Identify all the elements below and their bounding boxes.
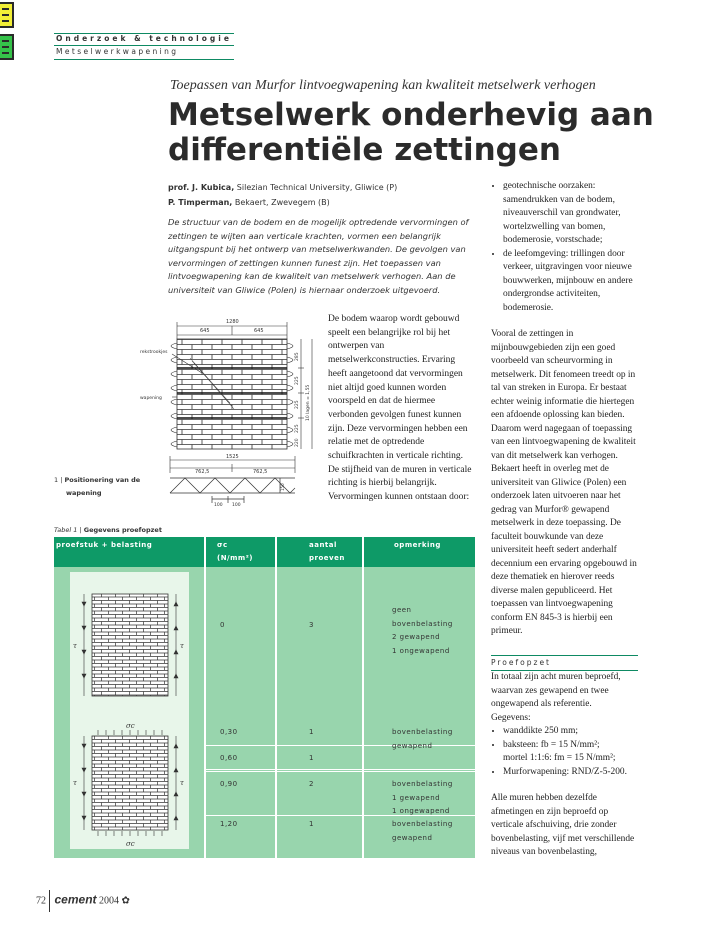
- row3-count: 1: [309, 754, 314, 762]
- row1-remark-line1: geen bovenbelasting: [392, 606, 453, 628]
- header-aantal-line1: aantal: [309, 541, 337, 549]
- panel1-tau-right: τ: [180, 642, 184, 650]
- label-wapening: wapening: [140, 396, 162, 401]
- dim-762-left: 762,5: [195, 469, 210, 475]
- spec-brick: • baksteen: fb = 15 N/mm²;: [503, 739, 641, 753]
- row5-remark-line2: gewapend: [392, 833, 433, 842]
- header-sigma-symbol: σc: [217, 541, 228, 549]
- author-2-affiliation: Bekaert, Zwevegem (B): [234, 198, 330, 207]
- article-lead: De structuur van de bodem en de mogelijk optredende vervormingen of zettingen te wijten aan verticale krachten, vormen een belangrijk uitgangspunt bij het ontwerp van metselwerkwanden. De gevolgen van vervormingen of zettingen kunnen funest zijn. Het toepassen van lintvoegwapening kan de kwaliteit van metselwerk verhogen. Aan de universiteit van Gliwice (Polen) is hiernaar onderzoek uitgevoerd.: [168, 217, 469, 295]
- author-2: [168, 195, 397, 210]
- body-intro: De bodem waarop wordt gebouwd speelt een belangrijke rol bij het ontwerpen van metselwerkconstructies. Ervaring heeft aangetoond dat vervormingen niet altijd goed kunnen worden voorspeld en dat de hiermee verbonden gevolgen funest kunnen zijn. Deze vervormingen hebben een relatie met de optredende schuifkrachten in verticale richting. De stijfheid van de muren in verticale richting is hierbij belangrijk. Vervormingen kunnen ontstaan door:: [328, 314, 472, 503]
- section-title: Onderzoek & technologie: [56, 34, 232, 43]
- figure-caption-line2: [54, 487, 140, 500]
- flower-icon: ✿: [121, 895, 130, 907]
- dim-762-right: 762,5: [253, 469, 268, 475]
- row2-remark-line2: gewapend: [392, 741, 433, 750]
- proef-intro: In totaal zijn acht muren beproefd, waarvan zes gewapend en twee ongewapend als referentie.: [491, 672, 621, 709]
- header-sigma-unit: (N/mm²): [217, 554, 253, 562]
- row4-remark-line3: 1 ongewapend: [392, 807, 450, 815]
- panel2-tau-left: τ: [73, 779, 77, 787]
- row-divider-2: [204, 769, 475, 770]
- row5-remark: [392, 818, 453, 845]
- dim-645-right: 645: [254, 328, 264, 334]
- article-kicker: Toepassen van Murfor lintvoegwapening kan kwaliteit metselwerk verhogen: [170, 78, 596, 93]
- author-2-name: P. Timperman,: [168, 198, 233, 207]
- row4-remark-line1: bovenbelasting: [392, 780, 453, 788]
- table-caption-title: Gegevens proefopzet: [83, 526, 162, 534]
- dim-225-a: 225: [295, 376, 300, 385]
- row3-sigma: 0,60: [220, 754, 238, 762]
- green-margin-tab: [0, 34, 14, 60]
- header-proefstuk: proefstuk + belasting: [56, 541, 153, 549]
- figure-reinforcement-diagram: [130, 313, 330, 513]
- row2-remark: [392, 726, 453, 753]
- dim-1525: 1525: [226, 454, 239, 460]
- cause-geotechnical: • geotechnische oorzaken: samendrukken van de bodem, niveauverschil van grondwater, wortelzwelling van bomen, bodemerosie, vorstschade;: [503, 180, 641, 248]
- dim-1280: 1280: [226, 319, 239, 325]
- spec-wall-thickness: • wanddikte 250 mm;: [503, 725, 641, 739]
- header-sigma: [217, 539, 253, 565]
- row4-sigma: 0,90: [220, 780, 238, 788]
- row5-count: 1: [309, 820, 314, 828]
- dim-225-c: 225: [295, 424, 300, 433]
- row2-count: 1: [309, 728, 314, 736]
- table-caption-prefix: Tabel 1: [54, 526, 78, 534]
- author-1-name: prof. J. Kubica,: [168, 183, 235, 192]
- author-1-affiliation: Silezian Technical University, Gliwice (P): [236, 183, 398, 192]
- row1-count: 3: [309, 621, 314, 629]
- row1-remark-line2: 2 gewapend: [392, 633, 441, 641]
- header-aantal: [309, 539, 345, 565]
- row2-sigma: 0,30: [220, 728, 238, 736]
- base-truss: [170, 478, 295, 503]
- magazine-brand: cement: [54, 892, 97, 907]
- table-caption: Tabel 1 | Gegevens proefopzet: [54, 526, 162, 534]
- title-line-2: differentiële zettingen: [168, 132, 561, 168]
- title-line-1: Metselwerk onderhevig aan: [168, 97, 654, 133]
- row5-remark-line1: bovenbelasting: [392, 820, 453, 828]
- paragraph-research: Bekaert heeft in overleg met de universiteit van Gliwice (Polen) een onderzoek laten uitvoeren naar het gedrag van Murfor® gewapend metselwerk in deze toepassing. De faculteit bouwkunde van deze universiteit heeft sedert anderhalf decennium een ervaring opgebouwd in deze thematiek en hierover reeds diverse malen gepubliceerd. Het toepassen van lintvoegwapening conform EN 845-3 is hierbij een primeur.: [491, 464, 637, 636]
- dim-100-right: 100: [232, 503, 241, 508]
- dim-220: 220: [295, 438, 300, 447]
- dim-645-left: 645: [200, 328, 210, 334]
- proefopzet-heading: Proefopzet: [491, 655, 638, 671]
- label-rekstrookjes: rekstrookjes: [140, 350, 168, 355]
- paragraph-mining: Vooral de zettingen in mijnbouwgebieden zijn een goed voorbeeld van scheurvorming in metselwerk. Dit fenomeen treedt op in tal van streken in Europa. Er bestaat echter weinig informatie die hiertegen een afdoende oplossing kan bieden. Daarom werd nagegaan of toepassing van een lintvoegwapening de kwaliteit van dit metselwerk kan verhogen.: [491, 329, 636, 461]
- row2-remark-line1: bovenbelasting: [392, 728, 453, 736]
- row4-remark: [392, 778, 453, 819]
- panel2-sigma-top: σc: [126, 722, 135, 730]
- row1-remark: [392, 604, 475, 658]
- row1-sigma: 0: [220, 621, 225, 629]
- spec-list: [491, 725, 641, 779]
- spacer: [491, 315, 641, 328]
- column-divider-3: [362, 537, 364, 858]
- proefopzet-body: [491, 671, 641, 860]
- header-rule-middle: [54, 45, 234, 46]
- subsection-title: Metselwerkwapening: [56, 47, 179, 56]
- page-number: 72: [36, 895, 46, 907]
- header-rule-bottom: [54, 59, 234, 60]
- dim-side: 10 lagen = 1,55: [306, 384, 311, 421]
- spec-murfor: • Murforwapening: RND/Z-5-200.: [503, 766, 641, 780]
- figure-caption-line1: 1 | Positionering van de: [54, 476, 141, 484]
- row5-sigma: 1,20: [220, 820, 238, 828]
- footer-divider: [49, 890, 50, 912]
- panel1-tau-left: τ: [73, 642, 77, 650]
- figure-caption: [54, 474, 140, 500]
- panel2-sigma-bottom: σc: [126, 840, 135, 848]
- row-divider-2b: [204, 771, 475, 772]
- column-divider-2: [275, 537, 277, 858]
- yellow-margin-tab: [0, 2, 14, 28]
- dim-225-b: 225: [295, 400, 300, 409]
- dim-100-left: 100: [214, 503, 223, 508]
- specimen-diagram-no-load: [70, 572, 189, 726]
- authors: [168, 180, 397, 210]
- dim-285: 285: [295, 352, 300, 361]
- figure-caption-text2: wapening: [66, 489, 102, 497]
- specimen-panel-with-load: [70, 718, 189, 849]
- figure-caption-text1: Positionering van de: [64, 476, 141, 484]
- author-1: [168, 180, 397, 195]
- article-title: [168, 98, 654, 168]
- dim-foot: 150: [280, 483, 285, 491]
- header-aantal-line2: proeven: [309, 554, 345, 562]
- proef-closing: Alle muren hebben dezelfde afmetingen en zijn beproefd op verticale afschuiving, drie zonder bovenbelasting, vijf met verschillende niveaus van bovenbelasting,: [491, 793, 635, 857]
- magazine-year: 2004: [99, 895, 120, 907]
- brick-wall: [177, 339, 287, 449]
- specimen-diagram-with-load: [70, 718, 189, 849]
- data-table: [54, 537, 475, 858]
- page-footer: [36, 890, 130, 912]
- causes-list: [491, 180, 641, 315]
- specimen-panel-no-load: [70, 572, 189, 726]
- gegevens-label: Gegevens:: [491, 712, 531, 723]
- spacer-2: [491, 779, 641, 792]
- figure-caption-number: 1: [54, 476, 59, 484]
- column-divider-1: [204, 537, 206, 858]
- cause-environment: • de leefomgeving: trillingen door verkeer, uitgravingen voor nieuwe bouwwerken, mijnbouw en andere ondergrondse activiteiten, bodemerosie.: [503, 248, 641, 316]
- spec-mortar: mortel 1:1:6: fm = 15 N/mm²;: [503, 753, 616, 763]
- row1-remark-line3: 1 ongewapend: [392, 646, 450, 655]
- row4-count: 2: [309, 780, 314, 788]
- panel2-tau-right: τ: [180, 779, 184, 787]
- row4-remark-line2: 1 gewapend: [392, 793, 441, 802]
- right-column: [491, 180, 641, 639]
- header-opmerking: opmerking: [394, 541, 441, 549]
